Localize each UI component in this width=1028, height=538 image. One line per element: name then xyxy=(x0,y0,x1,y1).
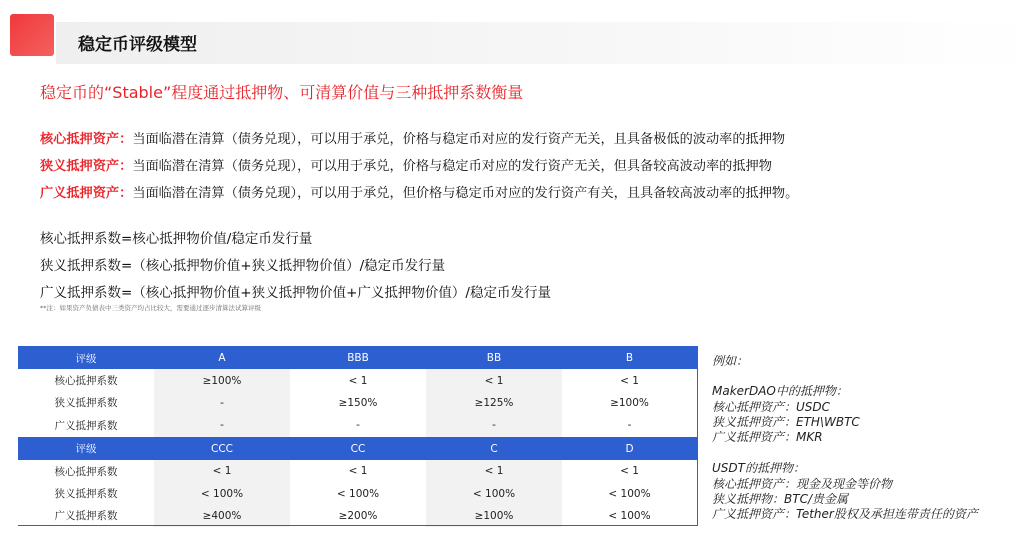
definition-broad xyxy=(40,182,798,201)
table-cell: 核心抵押系数 xyxy=(54,375,118,388)
table-row xyxy=(18,369,697,391)
table-cell: ≥100% xyxy=(426,505,562,527)
definition-core xyxy=(40,128,785,147)
table-cell: - xyxy=(154,392,290,414)
table-cell: ≥100% xyxy=(154,369,290,391)
table-cell: < 100% xyxy=(154,482,290,504)
table-cell: < 1 xyxy=(620,465,639,478)
table-cell: ≥200% xyxy=(338,509,378,522)
table-cell: < 1 xyxy=(348,374,368,387)
table-cell: < 1 xyxy=(620,374,639,387)
usdt-title: USDT的抵押物： xyxy=(712,461,805,475)
table-header-cell: CCC xyxy=(154,437,290,460)
footnote: **注：如果资产负债表中三类资产均占比较大，需要通过逐步清算法试算评级 xyxy=(40,304,261,312)
usdt-line: 核心抵押资产：现金及现金等价物 xyxy=(712,477,893,491)
header-accent-block xyxy=(10,14,54,56)
table-cell: ≥400% xyxy=(154,505,290,527)
table-cell: ≥100% xyxy=(610,396,649,409)
usdt-line: 狭义抵押物：BTC/贵金属 xyxy=(712,492,848,506)
table-header-cell: BBB xyxy=(290,347,426,370)
formula-narrow: 狭义抵押系数=（核心抵押物价值+狭义抵押物价值）/稳定币发行量 xyxy=(40,258,446,274)
table-cell: 核心抵押系数 xyxy=(54,465,118,478)
table-row xyxy=(18,392,697,414)
formula-broad: 广义抵押系数=（核心抵押物价值+狭义抵押物价值+广义抵押物价值）/稳定币发行量 xyxy=(40,285,551,301)
table-header-cell: A xyxy=(154,347,290,370)
page-subtitle: 稳定币的“Stable”程度通过抵押物、可清算价值与三种抵押系数衡量 xyxy=(40,83,524,102)
header-band xyxy=(56,22,1028,64)
table-header-row xyxy=(18,347,697,370)
definition-narrow xyxy=(40,155,772,174)
definition-text: 当面临潜在清算（债务兑现），可以用于承兑，但价格与稳定币对应的发行资产有关，且具备较高波动率的抵押物。 xyxy=(132,186,799,201)
table-cell: < 1 xyxy=(426,460,562,482)
table-cell: 狭义抵押系数 xyxy=(54,488,118,501)
formula-core: 核心抵押系数=核心抵押物价值/稳定币发行量 xyxy=(40,231,313,247)
table-cell: - xyxy=(356,419,360,432)
definition-term: 核心抵押资产： xyxy=(40,132,133,147)
definition-text: 当面临潜在清算（债务兑现），可以用于承兑，价格与稳定币对应的发行资产无关，且具备极低的波动率的抵押物 xyxy=(132,132,786,147)
table-cell: ≥125% xyxy=(426,392,562,414)
table-cell: < 1 xyxy=(426,369,562,391)
maker-title: MakerDAO中的抵押物： xyxy=(712,384,848,398)
table-header-cell: BB xyxy=(426,347,562,370)
page-title: 稳定币评级模型 xyxy=(78,35,197,55)
rating-table xyxy=(18,346,697,527)
definition-text: 当面临潜在清算（债务兑现），可以用于承兑，价格与稳定币对应的发行资产无关，但具备较高波动率的抵押物 xyxy=(132,159,772,174)
table-cell: < 100% xyxy=(336,487,380,500)
table-header-cell: D xyxy=(562,437,697,460)
usdt-line: 广义抵押资产：Tether股权及承担连带责任的资产 xyxy=(712,507,978,521)
table-row xyxy=(18,460,697,482)
table-header-cell: 评级 xyxy=(18,347,154,370)
table-cell: - xyxy=(154,414,290,437)
definition-term: 广义抵押资产： xyxy=(40,186,133,201)
table-header-row xyxy=(18,437,697,460)
table-header-cell: 评级 xyxy=(18,437,154,460)
table-row xyxy=(18,414,697,437)
table-header-cell: CC xyxy=(290,437,426,460)
examples-intro: 例如： xyxy=(712,354,749,368)
table-row xyxy=(18,482,697,504)
table-bottom-border xyxy=(18,525,698,526)
table-cell: 广义抵押系数 xyxy=(54,510,118,523)
maker-line: 广义抵押资产：MKR xyxy=(712,430,823,444)
maker-line: 核心抵押资产：USDC xyxy=(712,400,831,414)
table-header-cell: C xyxy=(426,437,562,460)
table-cell: < 1 xyxy=(154,460,290,482)
definition-term: 狭义抵押资产： xyxy=(40,159,133,174)
table-cell: < 100% xyxy=(608,487,651,500)
table-cell: < 1 xyxy=(348,465,368,478)
table-header-cell: B xyxy=(562,347,697,370)
table-cell: < 100% xyxy=(426,482,562,504)
table-right-border xyxy=(697,346,698,525)
table-cell: - xyxy=(426,414,562,437)
table-cell: 狭义抵押系数 xyxy=(54,397,118,410)
table-cell: < 100% xyxy=(608,509,651,522)
table-row xyxy=(18,505,697,527)
table-cell: - xyxy=(627,419,632,432)
table-cell: 广义抵押系数 xyxy=(54,419,118,432)
maker-line: 狭义抵押资产：ETH\WBTC xyxy=(712,415,860,429)
table-cell: ≥150% xyxy=(338,396,378,409)
